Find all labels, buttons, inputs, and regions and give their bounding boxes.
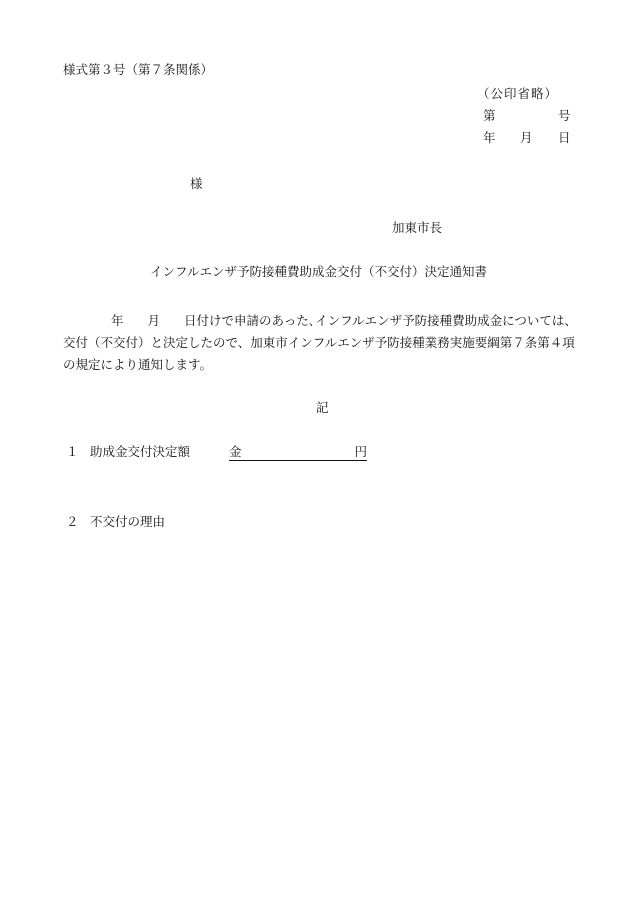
document-number-label: 第 [483,108,496,123]
body-day-text: 日付けで申請のあった､インフルエンザ予防接種費助成金については、 [184,313,577,328]
body-paragraph [63,310,593,376]
date-month-label: 月 [520,130,533,145]
item-1-label: 助成金交付決定額 [90,444,191,459]
amount-field [229,444,367,461]
body-line-3: の規定により通知します。 [63,357,213,372]
item-1-number: １ [66,444,79,459]
date-day-label: 日 [558,130,571,145]
body-line-2: 交付（不交付）と決定したので、加東市インフルエンザ予防接種業務実施要綱第７条第４項 [63,335,575,350]
body-month-label: 月 [147,313,161,328]
amount-unit: 円 [354,444,367,459]
note-heading: 記 [316,400,329,415]
issuer-name: 加東市長 [392,220,443,235]
item-2-label: 不交付の理由 [90,514,166,529]
date-year-label: 年 [483,130,496,145]
amount-prefix: 金 [229,444,242,459]
body-year-label: 年 [111,313,124,328]
item-2-number: ２ [66,514,79,529]
document-title: インフルエンザ予防接種費助成金交付（不交付）決定通知書 [150,264,488,279]
addressee-honorific: 様 [190,176,203,191]
document-number-suffix: 号 [558,108,571,123]
body-line-1 [63,310,593,332]
seal-omitted-note: （公印省略） [477,86,559,101]
form-number: 様式第３号（第７条関係） [63,62,214,77]
